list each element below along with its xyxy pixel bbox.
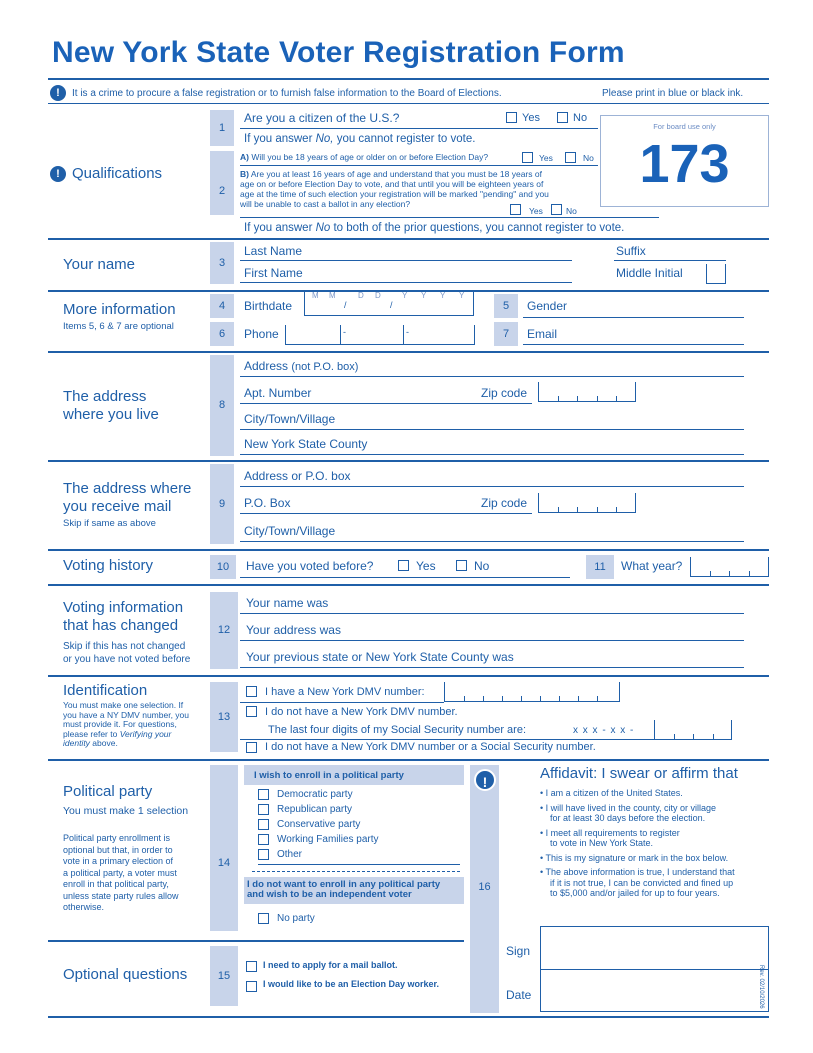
changed-title-l1: Voting information: [63, 599, 184, 616]
address-live-title: [63, 388, 159, 424]
party-conservative-checkbox[interactable]: [258, 819, 269, 830]
section-rule: [48, 549, 769, 551]
middle-initial-label: Middle Initial: [616, 266, 683, 280]
no-id-label: I do not have a New York DMV number or a Social Security number.: [265, 741, 596, 753]
age-question-b: [240, 169, 549, 209]
item-number-13: 13: [210, 682, 238, 752]
item-number-11: 11: [586, 555, 614, 579]
voted-yes-checkbox[interactable]: [398, 560, 409, 571]
name-title: Your name: [63, 256, 135, 273]
pobox-field[interactable]: [240, 513, 532, 514]
more-info-sub: Items 5, 6 & 7 are optional: [63, 321, 174, 332]
dmv-number-field[interactable]: [444, 682, 620, 702]
date-slash: /: [344, 300, 347, 310]
mail-address-label: Address or P.O. box: [244, 469, 351, 483]
affidavit-column: [470, 765, 499, 1013]
section-rule: [48, 940, 464, 942]
address-field[interactable]: [240, 376, 744, 377]
date-letter-d2: D: [375, 291, 381, 300]
no-party-label: No party: [277, 913, 315, 924]
address-live-title-l1: The address: [63, 388, 147, 405]
address-was-label: Your address was: [246, 623, 341, 637]
item-number-6: 6: [210, 322, 234, 346]
age-note-no: No: [315, 222, 331, 234]
first-name-field[interactable]: [240, 282, 572, 283]
state-was-field[interactable]: [240, 667, 744, 668]
item-number-7: 7: [494, 322, 518, 346]
enroll-header-text: I wish to enroll in a political party: [254, 770, 404, 781]
address-label-text: Address: [244, 359, 289, 373]
ssn-mask: x x x - x x -: [573, 725, 635, 736]
section-rule: [48, 460, 769, 462]
phone-dash: -: [406, 327, 409, 337]
no-id-checkbox[interactable]: [246, 742, 257, 753]
warning-text: It is a crime to procure a false registration or to furnish false information to the Board of Elections.: [72, 88, 502, 99]
party-republican-label: Republican party: [277, 804, 353, 815]
election-worker-label: I would like to be an Election Day worker.: [263, 979, 440, 989]
first-name-label: First Name: [244, 266, 303, 280]
age-a-letter: A): [240, 152, 249, 162]
changed-title: [63, 599, 183, 635]
identification-sub-l2: you have a NY DMV number, you: [63, 709, 189, 720]
voted-no-label: No: [474, 559, 490, 573]
item-number-10: 10: [210, 555, 236, 579]
print-note: Please print in blue or black ink.: [602, 88, 744, 99]
more-info-title: More information: [63, 301, 176, 318]
identification-sub-l5: above.: [89, 738, 118, 748]
age-note-a: If you answer: [244, 222, 316, 234]
item-number-16: 16: [478, 881, 491, 893]
form-title: New York State Voter Registration Form: [52, 36, 625, 69]
identification-sub-l4-i: Verifying your: [119, 728, 172, 739]
id-rule: [240, 702, 444, 703]
name-was-field[interactable]: [240, 613, 744, 614]
phone-divider: [340, 325, 341, 344]
party-other-field[interactable]: [258, 864, 460, 865]
changed-sub: [63, 640, 190, 666]
section-rule: [48, 759, 769, 761]
board-use-label: For board use only: [653, 122, 716, 131]
mail-ballot-checkbox[interactable]: [246, 961, 257, 972]
age-b-letter: B): [240, 169, 249, 179]
signature-box[interactable]: [540, 926, 769, 1012]
age-note-b: to both of the prior questions, you cannot register to vote.: [330, 222, 625, 234]
changed-sub-l1: Skip if this has not changed: [63, 641, 186, 652]
affidavit-bullet-text: for at least 30 days before the election.: [550, 813, 706, 823]
email-label: Email: [527, 327, 558, 341]
citizen-yes-checkbox[interactable]: [506, 112, 517, 123]
age-b-yes-label: Yes: [529, 206, 543, 216]
signature-divider: [541, 969, 768, 970]
header-rule: [48, 103, 769, 104]
item-number-9: 9: [210, 464, 234, 544]
changed-sub-l2: or you have not voted before: [63, 654, 191, 665]
identification-title: Identification: [63, 682, 148, 699]
address-mail-title: [63, 480, 191, 516]
citizen-no-checkbox[interactable]: [557, 112, 568, 123]
year-field[interactable]: [690, 557, 769, 577]
board-use-number: 173: [639, 134, 730, 194]
identification-sub-l1: You must make one selection. If: [63, 700, 184, 710]
revision-code: Rev. 02/10/2026: [758, 965, 764, 1009]
what-year-label: What year?: [621, 559, 683, 573]
birthdate-label: Birthdate: [244, 299, 293, 313]
history-title: Voting history: [63, 557, 154, 574]
dmv-yes-label: I have a New York DMV number:: [265, 686, 425, 698]
date-slash: /: [390, 300, 393, 310]
address-was-field[interactable]: [240, 640, 744, 641]
party-conservative-label: Conservative party: [277, 819, 361, 830]
phone-field[interactable]: [285, 325, 475, 345]
affidavit-bullet: • This is my signature or mark in the box below.: [540, 852, 729, 863]
party-note: [63, 833, 179, 914]
party-democratic-checkbox[interactable]: [258, 789, 269, 800]
county-field[interactable]: [240, 454, 744, 455]
city-label: City/Town/Village: [244, 412, 336, 426]
bottom-rule: [48, 1016, 769, 1018]
age-question-a: [240, 152, 488, 162]
voted-yes-label: Yes: [416, 559, 436, 573]
independent-text: [244, 877, 464, 900]
address-label: [244, 359, 358, 373]
last-name-label: Last Name: [244, 244, 303, 258]
mail-zip-label: Zip code: [481, 496, 528, 510]
item-number-2: 2: [210, 151, 234, 215]
identification-sub-l4: please refer to: [63, 728, 120, 739]
citizen-note-b: you cannot register to vote.: [333, 133, 476, 145]
title-rule: [48, 78, 769, 80]
party-note-line: optional but that, in order to: [63, 844, 173, 855]
affidavit-bullet-text: I am a citizen of the United States.: [545, 788, 683, 798]
item-number-4: 4: [210, 294, 234, 318]
no-party-checkbox[interactable]: [258, 913, 269, 924]
optional-title: Optional questions: [63, 966, 188, 983]
name-was-label: Your name was: [246, 596, 329, 610]
voted-before-label: Have you voted before?: [246, 559, 374, 573]
date-letter-y2: Y: [421, 291, 427, 300]
q2a-rule: [240, 165, 598, 166]
affidavit-bullet: • The above information is true, I understand that if it is not true, I can be convicted and fined up to $5,000 and/or jailed for up to four years.: [540, 867, 770, 899]
citizen-note: [244, 133, 475, 145]
affidavit-title: Affidavit: I swear or affirm that: [540, 765, 738, 782]
age-b-no-label: No: [566, 206, 577, 216]
item-number-3: 3: [210, 242, 234, 284]
address-note: (not P.O. box): [291, 361, 359, 373]
age-a-text: Will you be 18 years of age or older on or before Election Day?: [251, 152, 489, 162]
age-b-no-checkbox[interactable]: [551, 204, 562, 215]
age-b-yes-checkbox[interactable]: [510, 204, 521, 215]
affidavit-bullet: • I will have lived in the county, city or village for at least 30 days before the election.: [540, 803, 770, 824]
changed-title-l2: that has changed: [63, 617, 179, 634]
sign-label: Sign: [506, 944, 531, 958]
party-note-line: otherwise.: [63, 902, 105, 912]
date-letter-d1: D: [358, 291, 364, 300]
age-b-line2: age on or before Election Day to vote, and that until you will be eighteen years of: [240, 179, 544, 189]
identification-sub-l5-i: identity: [63, 738, 90, 748]
party-note-line: a political party, a voter must: [63, 867, 177, 878]
affidavit-bullet-text: to $5,000 and/or jailed for up to four years.: [550, 888, 720, 898]
party-other-label: Other: [277, 849, 303, 860]
affidavit-warning-icon: !: [474, 769, 496, 791]
party-republican-checkbox[interactable]: [258, 804, 269, 815]
section-rule: [48, 584, 769, 586]
mail-address-field[interactable]: [240, 486, 744, 487]
phone-label: Phone: [244, 327, 279, 341]
independent-l2: and wish to be an independent voter: [247, 889, 412, 900]
item-number-8: 8: [210, 355, 234, 456]
last-name-field[interactable]: [240, 260, 572, 261]
mail-ballot-label: I need to apply for a mail ballot.: [263, 960, 398, 970]
party-sub: You must make 1 selection: [63, 805, 189, 817]
apt-field[interactable]: [240, 403, 532, 404]
date-letter-y1: Y: [402, 291, 408, 300]
party-title: Political party: [63, 783, 153, 800]
citizen-note-no: No,: [315, 133, 334, 145]
county-label: New York State County: [244, 437, 368, 451]
affidavit-bullets: [540, 788, 770, 899]
affidavit-bullet-text: I will have lived in the county, city or village: [545, 802, 717, 813]
age-a-yes-label: Yes: [539, 153, 553, 163]
phone-dash: -: [343, 327, 346, 337]
mail-city-field[interactable]: [240, 541, 744, 542]
item-number-12: 12: [210, 592, 238, 669]
party-wfp-checkbox[interactable]: [258, 834, 269, 845]
history-rule: [240, 577, 570, 578]
id-rule: [240, 739, 654, 740]
dmv-no-label: I do not have a New York DMV number.: [265, 706, 458, 718]
date-letter-y4: Y: [459, 291, 465, 300]
citizen-note-a: If you answer: [244, 133, 316, 145]
party-note-line: enroll in that political party,: [63, 879, 169, 889]
age-note: [244, 222, 624, 234]
affidavit-bullet-text: The above information is true, I understand that: [545, 867, 735, 877]
citizen-question: Are you a citizen of the U.S.?: [244, 111, 400, 125]
affidavit-bullet-text: I meet all requirements to register: [545, 827, 680, 838]
identification-sub-l3: must provide it. For questions,: [63, 719, 177, 729]
affidavit-bullet: • I meet all requirements to register to vote in New York State.: [540, 828, 770, 849]
election-worker-checkbox[interactable]: [246, 981, 257, 992]
ssn-label: The last four digits of my Social Security number are:: [268, 724, 526, 736]
board-use-box: [600, 115, 769, 207]
affidavit-bullet-text: if it is not true, I can be convicted and fined up: [550, 877, 734, 888]
q2b-rule: [240, 217, 659, 218]
item-number-1: 1: [210, 110, 234, 146]
date-letter-y3: Y: [440, 291, 446, 300]
address-live-title-l2: where you live: [63, 406, 159, 423]
section-rule: [48, 675, 769, 677]
age-a-no-label: No: [583, 153, 594, 163]
party-democratic-label: Democratic party: [277, 789, 353, 800]
zip-label: Zip code: [481, 386, 528, 400]
gender-label: Gender: [527, 299, 568, 313]
suffix-label: Suffix: [616, 244, 646, 258]
address-mail-title-l2: you receive mail: [63, 498, 172, 515]
age-b-line1: Are you at least 16 years of age and understand that you must be 18 years of: [250, 169, 542, 179]
age-a-yes-checkbox[interactable]: [522, 152, 533, 163]
item-number-15: 15: [210, 946, 238, 1006]
state-was-label: Your previous state or New York State County was: [246, 650, 514, 664]
item-number-14: 14: [210, 765, 238, 931]
ssn-field[interactable]: [654, 720, 732, 740]
dmv-yes-checkbox[interactable]: [246, 686, 257, 697]
birthdate-field[interactable]: [304, 290, 474, 316]
independent-header: [244, 877, 464, 904]
dmv-no-checkbox[interactable]: [246, 706, 257, 717]
mail-city-label: City/Town/Village: [244, 524, 336, 538]
apt-label: Apt. Number: [244, 386, 312, 400]
middle-initial-field[interactable]: [706, 264, 726, 284]
date-letter-m1: M: [312, 291, 319, 300]
item-number-5: 5: [494, 294, 518, 318]
party-divider: [252, 871, 460, 872]
age-b-line4: will be unable to cast a ballot in any election?: [240, 199, 411, 209]
mail-zip-field[interactable]: [538, 493, 636, 513]
independent-l1: I do not want to enroll in any political party: [247, 879, 441, 890]
identification-sub: [63, 701, 189, 749]
affidavit-bullet-text: to vote in New York State.: [550, 838, 654, 848]
address-mail-title-l1: The address where: [63, 480, 192, 497]
qualifications-icon: !: [50, 166, 66, 182]
pobox-label: P.O. Box: [244, 496, 291, 510]
age-a-no-checkbox[interactable]: [565, 152, 576, 163]
party-note-line: unless state party rules allow: [63, 890, 179, 901]
gender-field[interactable]: [523, 317, 744, 318]
warning-icon: !: [50, 85, 66, 101]
section-rule: [48, 238, 769, 240]
enroll-header: [244, 765, 464, 785]
email-field[interactable]: [523, 344, 744, 345]
age-b-line3: age at the time of such election your registration will be marked "pending" and you: [240, 189, 549, 199]
affidavit-bullet-text: This is my signature or mark in the box below.: [545, 852, 729, 863]
party-wfp-label: Working Families party: [277, 834, 379, 845]
qualifications-title: Qualifications: [72, 165, 163, 182]
q1-rule: [240, 128, 598, 129]
citizen-yes-label: Yes: [522, 112, 540, 124]
voted-no-checkbox[interactable]: [456, 560, 467, 571]
address-mail-sub: Skip if same as above: [63, 518, 156, 529]
city-field[interactable]: [240, 429, 744, 430]
phone-divider: [403, 325, 404, 344]
zip-field[interactable]: [538, 382, 636, 402]
date-letter-m2: M: [329, 291, 336, 300]
party-note-line: Political party enrollment is: [63, 833, 171, 843]
affidavit-bullet: • I am a citizen of the United States.: [540, 788, 683, 798]
date-label: Date: [506, 988, 532, 1002]
party-note-line: vote in a primary election of: [63, 856, 174, 866]
section-rule: [48, 351, 769, 353]
citizen-no-label: No: [573, 112, 588, 124]
party-other-checkbox[interactable]: [258, 849, 269, 860]
suffix-field[interactable]: [614, 260, 726, 261]
